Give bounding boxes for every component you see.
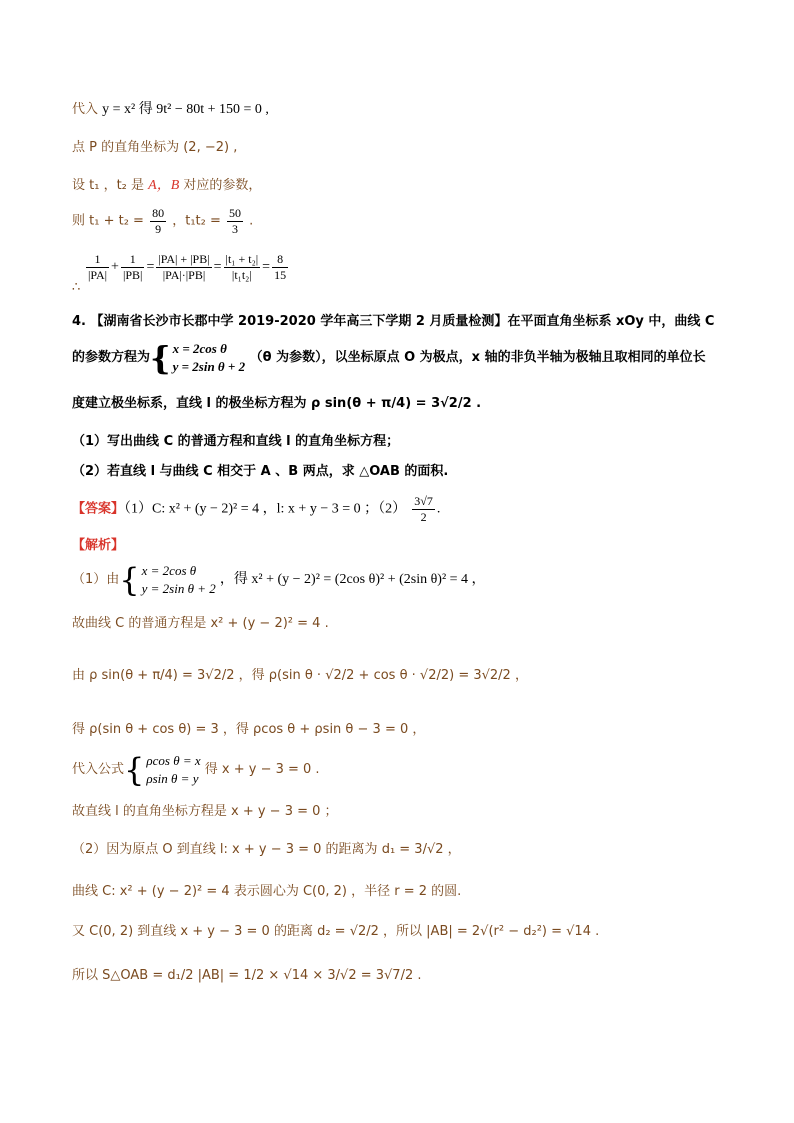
analysis-step-5 [72,752,320,794]
solution-line-substitute [72,100,269,120]
analysis-step-6 [72,802,338,822]
analysis-step-2 [72,614,329,634]
answer-line [72,494,440,530]
question-2 [72,462,448,482]
step-text: 故曲线 C 的普通方程是 x² + (y − 2)² = 4 . [72,616,329,631]
step-text: 所以 S△OAB = d₁/2 |AB| = 1/2 × √14 × 3/√2 = 3√7/2 . [72,968,422,983]
answer-fraction: $\frac{3√7}{2}$ [414,494,433,524]
fraction-result: $\frac{8}{15}$ [274,252,287,282]
problem-text-1: 在平面直角坐标系 xOy 中，曲线 C [507,314,715,329]
question-2-text: （2）若直线 l 与曲线 C 相交于 A 、B 两点，求 △OAB 的面积. [72,464,449,479]
answer-end: . [436,501,441,517]
line-text-pre: 设 t₁ ，t₂ 是 [72,178,149,193]
solution-line-vieta [72,206,253,242]
param-system: x = 2cos θ y = 2sin θ + 2 [172,341,246,374]
question-1-text: （1）写出曲线 C 的普通方程和直线 l 的直角坐标方程； [72,434,400,449]
analysis-step-8 [72,882,461,902]
problem-header [72,312,714,332]
step-text: 曲线 C: x² + (y − 2)² = 4 表示圆心为 C(0, 2) ，半径 r = 2 的圆. [72,884,462,899]
step-text: 代入公式 [72,762,125,777]
fraction-t: $\frac{\text{|t₁ + t₂|}}{\text{|t₁t₂|}}$ [225,252,259,282]
fraction-product: $\frac{50}{3}$ [229,206,242,236]
answer-label: 【答案】 [72,501,125,517]
fraction-1-pa: $\frac{1}{|PA|}$ [88,252,108,282]
step-text: （1）由 [72,572,120,587]
analysis-step-1 [72,562,486,604]
step-text: 得 ρ(sin θ + cos θ) = 3 ，得 ρcos θ + ρsin θ − 3 = 0 ， [72,722,426,737]
equation: y = x² 得 9t² − 80t + 150 = 0 , [102,102,269,117]
problem-source: 【湖南省长沙市长郡中学 2019-2020 学年高三下学期 2 月质量检测】 [90,314,508,329]
fraction-pa-pb: $\frac{|PA| + |PB|}{|PA|\cdot|PB|}$ [158,252,210,282]
problem-text-2b: （θ 为参数），以坐标原点 O 为极点，x 轴的非负半轴为极轴且取相同的单位长 [249,350,706,365]
brace-symbol: { [150,339,171,377]
step-text: 由 ρ sin(θ + π/4) = 3√2/2 ，得 ρ(sin θ · √2/2 + cos θ · √2/2) = 3√2/2 ， [72,668,528,683]
problem-number: 4. [72,314,86,329]
solution-line-params [72,176,261,196]
param-system: x = 2cos θ y = 2sin θ + 2 [141,563,216,596]
line-text-pre: 则 t₁ + t₂ = [72,213,144,229]
analysis-step-4 [72,720,425,740]
fraction-1-pb: $\frac{1}{|PB|}$ [122,252,143,282]
analysis-label: 【解析】 [72,538,125,553]
step-text: 故直线 l 的直角坐标方程是 x + y − 3 = 0 ； [72,804,338,819]
line-text-post: 对应的参数， [179,178,262,193]
analysis-step-7 [72,840,461,860]
line-text-mid: ，t₁t₂ = [172,213,221,229]
analysis-step-9 [72,922,599,942]
solution-line-point-p [72,138,237,158]
brace-symbol: { [119,561,140,599]
step-text: 又 C(0, 2) 到直线 x + y − 3 = 0 的距离 d₂ = √2/2 ，所以 |AB| = 2√(r² − d₂²) = √14 . [72,924,600,939]
problem-text-3: 度建立极坐标系，直线 l 的极坐标方程为 ρ sin(θ + π/4) = 3√2/2 . [72,396,482,411]
step-text: （2）因为原点 O 到直线 l: x + y − 3 = 0 的距离为 d₁ = 3/√2 ， [72,842,461,857]
therefore-symbol: ∴ [72,280,81,295]
question-1 [72,432,399,452]
problem-text-2a: 的参数方程为 [72,350,151,365]
solution-line-result: ∴ $\frac{1}{|PA|}$ + $\frac{1}{|PB|}$ = $\frac{|PA| + |PB|}{|PA|\cdot|PB|}$ = $\frac{\text{|t₁ + t₂|}}{\text{|t₁t₂|}}$ = $\frac{8}{15}$ [76,252,290,296]
problem-polar-equation [72,394,481,414]
line-text: 代入 [72,102,99,117]
brace-symbol: { [124,751,145,789]
line-text-post: . [249,213,254,229]
line-text: 点 P 的直角坐标为 (2, −2) , [72,140,238,155]
problem-param-equation [72,340,706,382]
fraction-sum: $\frac{80}{9}$ [152,206,165,236]
step-equation: 得 x + y − 3 = 0 . [204,762,320,777]
analysis-step-3 [72,666,528,686]
step-equation: ，得 x² + (y − 2)² = (2cos θ)² + (2sin θ)² = 4 ， [219,572,486,587]
points-ab: A，B [148,178,180,193]
polar-formula-system: ρcos θ = x ρsin θ = y [146,753,201,786]
analysis-label-line [72,536,124,556]
analysis-step-10 [72,966,422,986]
answer-content: （1）C: x² + (y − 2)² = 4 ，l: x + y − 3 = 0 ；（2） [124,501,407,517]
